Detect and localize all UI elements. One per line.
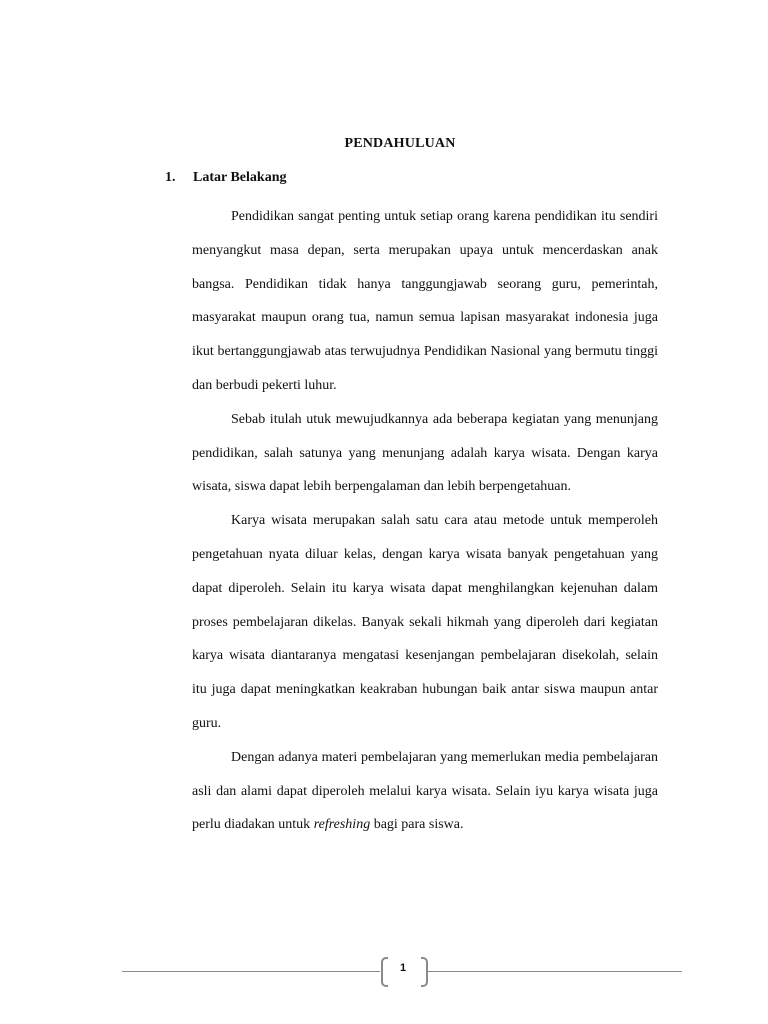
italic-term: refreshing: [313, 817, 371, 833]
page-number: 1: [399, 962, 407, 974]
paragraph: Pendidikan sangat penting untuk setiap orang karena pendidikan itu sendiri menyangkut masa depan, serta merupakan upaya untuk mencerdaskan anak bangsa. Pendidikan tidak hanya tanggungjawab seorang guru, pemerintah, masyarakat maupun orang tua, namun semua lapisan masyarakat indonesia juga ikut bertanggungjawab atas terwujudnya Pendidikan Nasional yang bermutu tinggi dan berbudi pekerti luhur.: [192, 209, 658, 393]
paragraph: Sebab itulah utuk mewujudkannya ada beberapa kegiatan yang menunjang pendidikan, salah satunya yang menunjang adalah karya wisata. Dengan karya wisata, siswa dapat lebih berpengalaman dan lebih berpengetahuan.: [192, 411, 658, 495]
footer-rule-right: [428, 971, 682, 972]
paragraph-text: bagi para siswa.: [370, 817, 464, 833]
body-text: [192, 200, 658, 842]
footer-bracket-right: [421, 957, 428, 987]
section-heading: [165, 170, 286, 186]
paragraph: Karya wisata merupakan salah satu cara atau metode untuk memperoleh pengetahuan nyata diluar kelas, dengan karya wisata banyak pengetahuan yang dapat diperoleh. Selain itu karya wisata dapat menghilangkan kejenuhan dalam proses pembelajaran dikelas. Banyak sekali hikmah yang diperoleh dari kegiatan karya wisata diantaranya mengatasi kesenjangan pembelajaran disekolah, selain itu juga dapat meningkatkan keakraban hubungan baik antar siswa maupun antar guru.: [192, 513, 658, 731]
paragraph-text: Dengan adanya materi pembelajaran yang memerlukan media pembelajaran asli dan alami dapat diperoleh melalui karya wisata. Selain iyu karya wisata juga perlu diadakan untuk: [192, 749, 658, 833]
section-number: 1.: [165, 170, 176, 185]
document-title: PENDAHULUAN: [344, 136, 456, 151]
footer-rule-left: [122, 971, 380, 972]
paragraph-last: [192, 741, 658, 842]
footer-bracket-left: [381, 957, 388, 987]
section-title: Latar Belakang: [193, 170, 287, 185]
